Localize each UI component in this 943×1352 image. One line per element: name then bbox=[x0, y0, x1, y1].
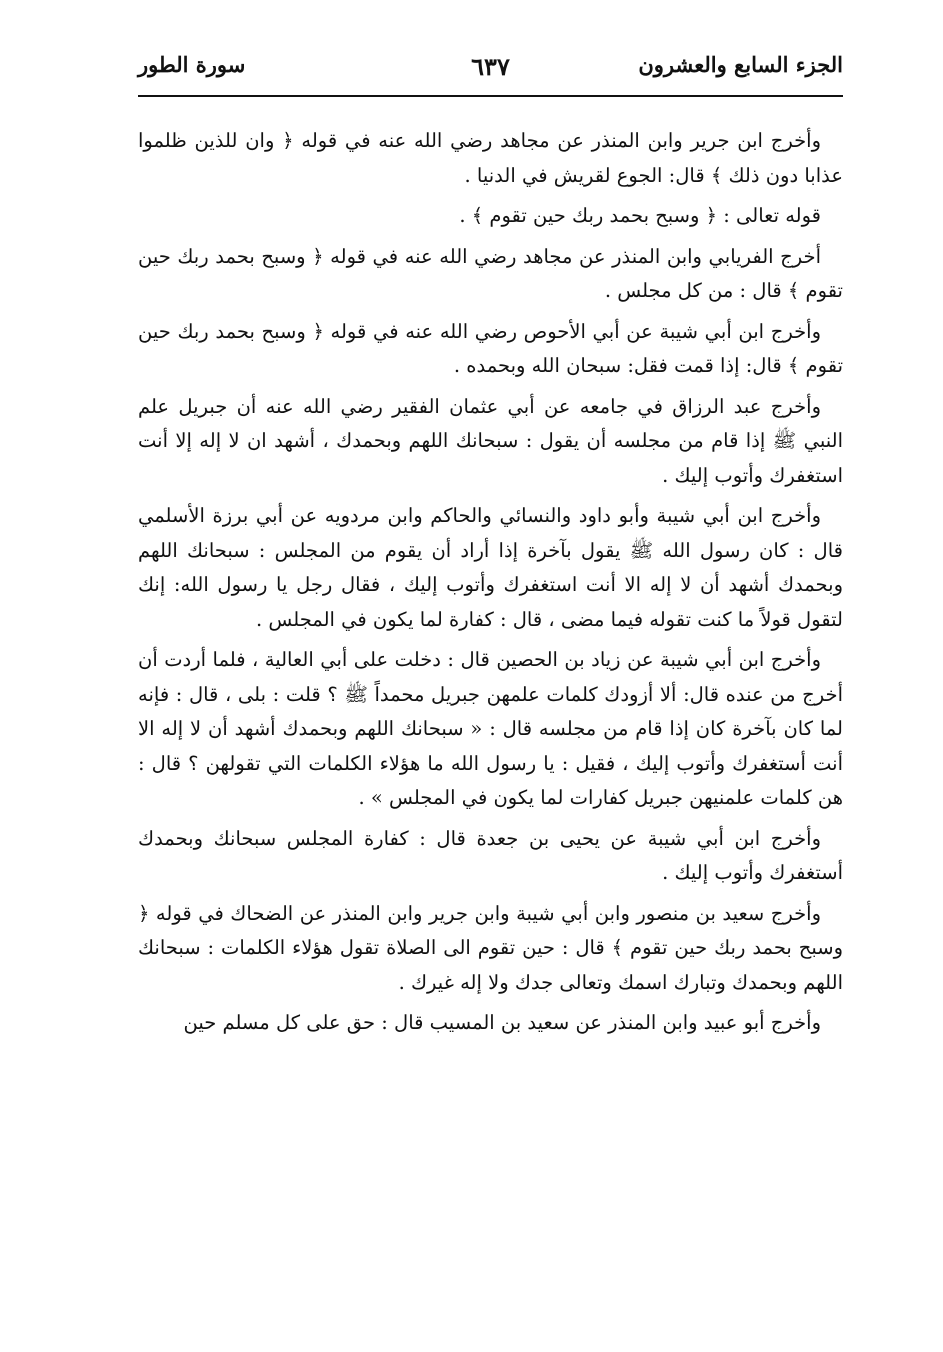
paragraph: وأخرج ابن أبي شيبة عن يحيى بن جعدة قال : كفارة المجلس سبحانك وبحمدك أستغفرك وأتوب إليك . bbox=[138, 826, 843, 884]
paragraph: وأخرج عبد الرزاق في جامعه عن أبي عثمان الفقير رضي الله عنه أن جبريل علم النبي ﷺ إذا قام من مجلسه أن يقول : سبحانك اللهم وبحمدك ، أشهد ان لا إله إلا أنت استغفرك وأتوب إليك . bbox=[138, 394, 843, 487]
surah-title: سورة الطور bbox=[138, 52, 246, 77]
header-divider bbox=[138, 95, 843, 97]
paragraph: وأخرج ابن أبي شيبة عن أبي الأحوص رضي الله عنه في قوله ﴿ وسبح بحمد ربك حين تقوم ﴾ قال: إذا قمت فقل: سبحان الله وبحمده . bbox=[138, 319, 843, 377]
paragraph: قوله تعالى : ﴿ وسبح بحمد ربك حين تقوم ﴾ . bbox=[459, 204, 821, 227]
paragraph: وأخرج ابن جرير وابن المنذر عن مجاهد رضي الله عنه في قوله ﴿ وان للذين ظلموا عذابا دون ذلك ﴾ قال: الجوع لقريش في الدنيا . bbox=[138, 129, 843, 187]
page-body bbox=[138, 124, 843, 1047]
paragraph: وأخرج أبو عبيد وابن المنذر عن سعيد بن المسيب قال : حق على كل مسلم حين bbox=[183, 1011, 821, 1034]
page-header bbox=[138, 44, 843, 96]
paragraph: أخرج الفريابي وابن المنذر عن مجاهد رضي الله عنه في قوله ﴿ وسبح بحمد ربك حين تقوم ﴾ قال : من كل مجلس . bbox=[138, 244, 843, 302]
paragraph: وأخرج ابن أبي شيبة عن زياد بن الحصين قال : دخلت على أبي العالية ، فلما أردت أن أخرج من عنده قال: ألا أزودك كلمات علمهن جبريل محمداً ﷺ ؟ قلت : بلى ، قال : فإنه لما كان بآخرة كان إذا قام من مجلسه قال : « سبحانك اللهم وبحمدك أشهد أن لا إله الا أنت أستغفرك وأتوب إليك ، فقيل : يا رسول الله ما هؤلاء الكلمات التي تقولهن ؟ قال : هن كلمات علمنيهن جبريل كفارات لما يكون في المجلس » . bbox=[138, 648, 843, 809]
page-number: ٦٣٧ bbox=[471, 52, 510, 81]
paragraph: وأخرج ابن أبي شيبة وأبو داود والنسائي والحاكم وابن مردويه عن أبي برزة الأسلمي قال : كان رسول الله ﷺ يقول بآخرة إذا أراد أن يقوم من المجلس : سبحانك اللهم وبحمدك أشهد أن لا إله الا أنت استغفرك وأتوب إليك ، فقال رجل يا رسول الله: إنك لتقول قولاً ما كنت تقوله فيما مضى ، قال : كفارة لما يكون في المجلس . bbox=[138, 504, 843, 631]
part-title: الجزء السابع والعشرون bbox=[638, 52, 843, 77]
paragraph: وأخرج سعيد بن منصور وابن أبي شيبة وابن جرير وابن المنذر عن الضحاك في قوله ﴿ وسبح بحمد ربك حين تقوم ﴾ قال : حين تقوم الى الصلاة تقول هؤلاء الكلمات : سبحانك اللهم وبحمدك وتبارك اسمك وتعالى جدك ولا إله غيرك . bbox=[138, 901, 843, 994]
